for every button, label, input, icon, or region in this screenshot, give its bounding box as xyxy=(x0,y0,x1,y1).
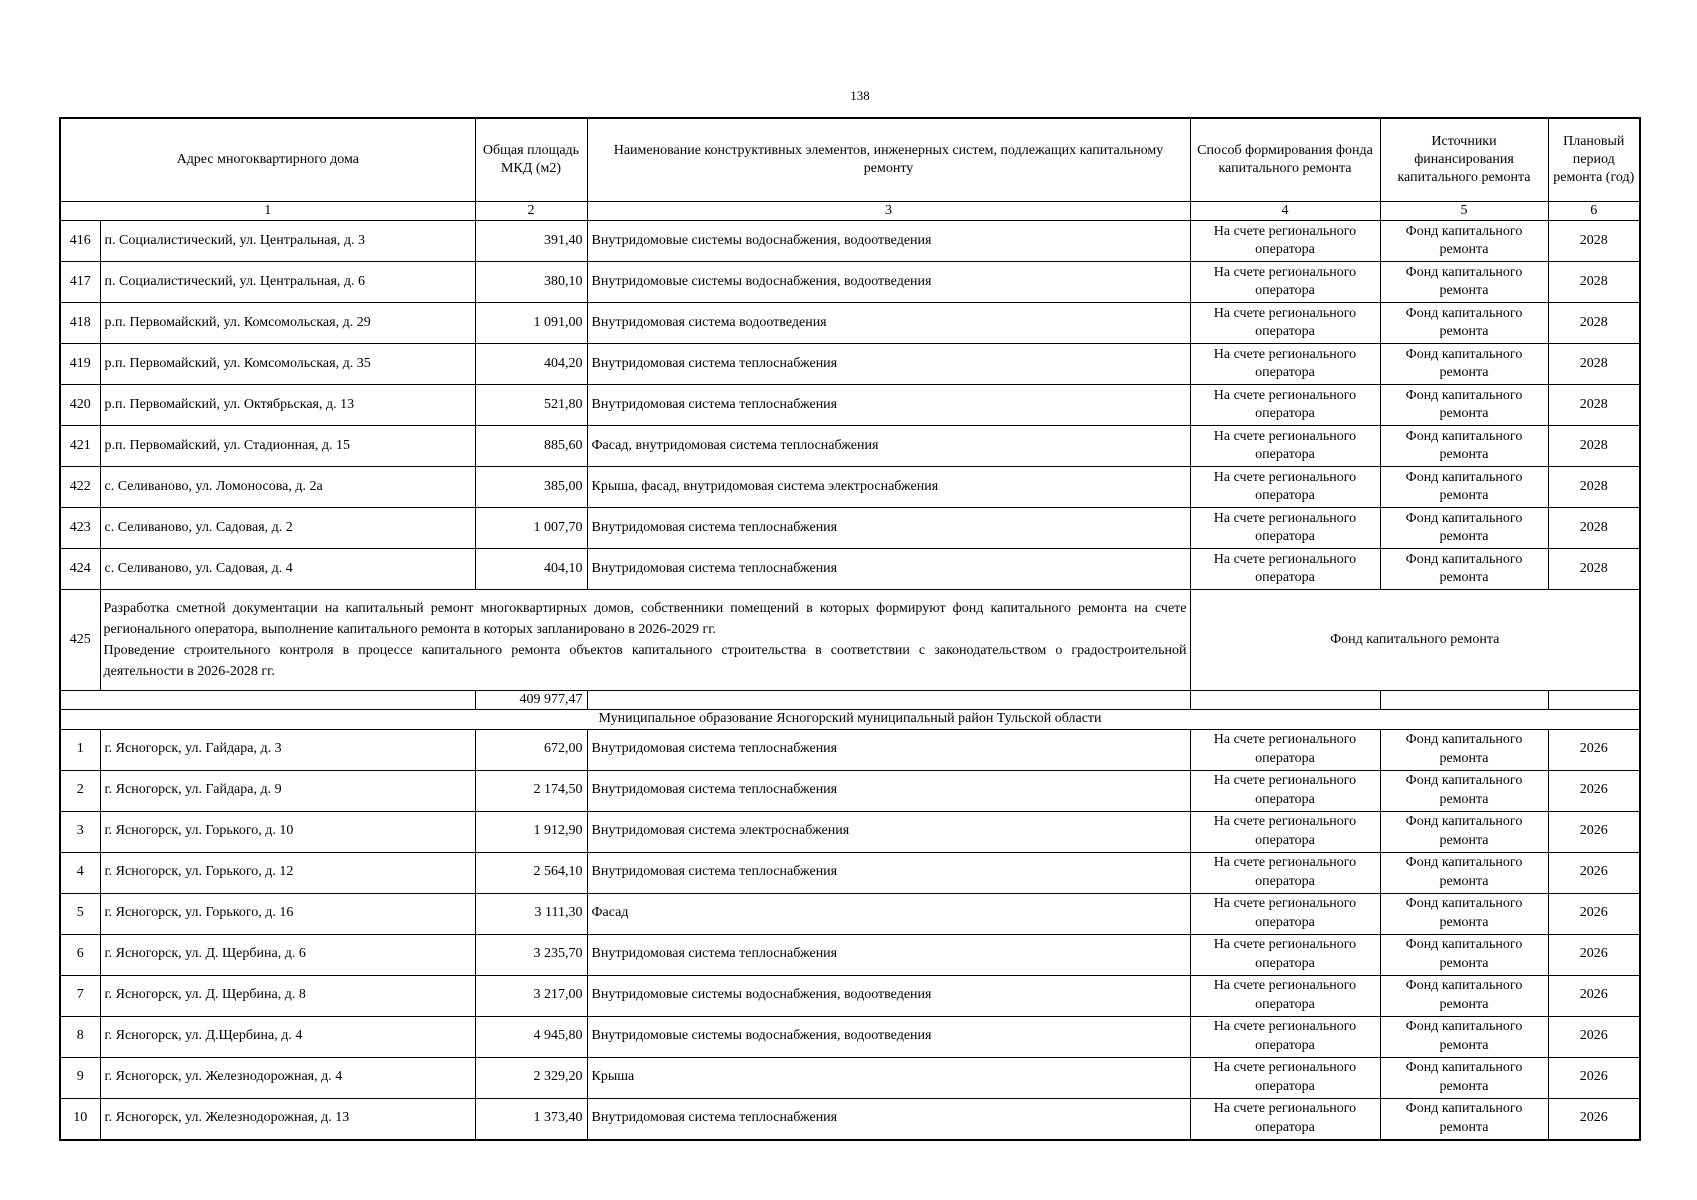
row-address: г. Ясногорск, ул. Д.Щербина, д. 4 xyxy=(100,1016,475,1057)
row-area: 385,00 xyxy=(475,467,587,508)
section-title: Муниципальное образование Ясногорский муниципальный район Тульской области xyxy=(60,710,1640,729)
special-and-total-group xyxy=(60,590,1640,729)
table-row xyxy=(60,811,1640,852)
row-work: Внутридомовая система теплоснабжения xyxy=(587,852,1190,893)
row-address: г. Ясногорск, ул. Горького, д. 16 xyxy=(100,893,475,934)
row-area: 885,60 xyxy=(475,426,587,467)
special-source: Фонд капитального ремонта xyxy=(1190,590,1640,691)
row-area: 3 235,70 xyxy=(475,934,587,975)
total-row xyxy=(60,691,1640,710)
row-method: На счете регионального оператора xyxy=(1190,729,1380,770)
row-address: г. Ясногорск, ул. Гайдара, д. 3 xyxy=(100,729,475,770)
row-method: На счете регионального оператора xyxy=(1190,852,1380,893)
table-header-row xyxy=(60,118,1640,202)
row-year: 2028 xyxy=(1548,303,1640,344)
row-year: 2028 xyxy=(1548,385,1640,426)
row-work: Фасад xyxy=(587,893,1190,934)
table-row xyxy=(60,1016,1640,1057)
row-year: 2026 xyxy=(1548,1057,1640,1098)
column-number: 4 xyxy=(1190,202,1380,221)
row-method: На счете регионального оператора xyxy=(1190,385,1380,426)
row-work: Внутридомовая система водоотведения xyxy=(587,303,1190,344)
row-number: 421 xyxy=(60,426,100,467)
table-row xyxy=(60,467,1640,508)
row-number: 420 xyxy=(60,385,100,426)
row-number: 8 xyxy=(60,1016,100,1057)
row-work: Крыша, фасад, внутридомовая система электроснабжения xyxy=(587,467,1190,508)
row-source: Фонд капитального ремонта xyxy=(1380,1016,1548,1057)
table-row xyxy=(60,934,1640,975)
row-method: На счете регионального оператора xyxy=(1190,811,1380,852)
row-source: Фонд капитального ремонта xyxy=(1380,1098,1548,1140)
row-method: На счете регионального оператора xyxy=(1190,344,1380,385)
row-number: 422 xyxy=(60,467,100,508)
table-row xyxy=(60,303,1640,344)
special-description-part-1: Разработка сметной документации на капитальный ремонт многоквартирных домов, собственники помещений в которых формируют фонд капитального ремонта на счете регионального оператора, выполнение капитального ремонта в которых запланировано в 2026-2029 гг. xyxy=(103,601,1187,638)
column-number: 2 xyxy=(475,202,587,221)
table-row xyxy=(60,770,1640,811)
row-method: На счете регионального оператора xyxy=(1190,221,1380,262)
row-source: Фонд капитального ремонта xyxy=(1380,893,1548,934)
page-number: 138 xyxy=(850,88,870,103)
row-method: На счете регионального оператора xyxy=(1190,1098,1380,1140)
row-work: Внутридомовая система теплоснабжения xyxy=(587,549,1190,590)
table-row xyxy=(60,344,1640,385)
row-method: На счете регионального оператора xyxy=(1190,508,1380,549)
row-address: г. Ясногорск, ул. Д. Щербина, д. 8 xyxy=(100,975,475,1016)
row-address: г. Ясногорск, ул. Железнодорожная, д. 4 xyxy=(100,1057,475,1098)
row-number: 425 xyxy=(60,590,100,691)
row-number: 416 xyxy=(60,221,100,262)
row-address: п. Социалистический, ул. Центральная, д. 6 xyxy=(100,262,475,303)
special-description-part-2: Проведение строительного контроля в процессе капитального ремонта объектов капитального строительства в соответствии с законодательством о градостроительной деятельности в 2026-2028 гг. xyxy=(103,643,1187,680)
repair-plan-table xyxy=(59,117,1641,1141)
table-row xyxy=(60,975,1640,1016)
row-area: 2 329,20 xyxy=(475,1057,587,1098)
row-year: 2026 xyxy=(1548,893,1640,934)
row-method: На счете регионального оператора xyxy=(1190,934,1380,975)
row-year: 2028 xyxy=(1548,508,1640,549)
row-year: 2026 xyxy=(1548,1016,1640,1057)
row-area: 380,10 xyxy=(475,262,587,303)
row-work: Внутридомовая система электроснабжения xyxy=(587,811,1190,852)
section-title-row xyxy=(60,710,1640,729)
row-address: р.п. Первомайский, ул. Комсомольская, д. 35 xyxy=(100,344,475,385)
row-area: 1 007,70 xyxy=(475,508,587,549)
row-area: 3 217,00 xyxy=(475,975,587,1016)
row-year: 2028 xyxy=(1548,262,1640,303)
row-work: Внутридомовая система теплоснабжения xyxy=(587,934,1190,975)
header-address: Адрес многоквартирного дома xyxy=(60,118,475,202)
rows-group-b xyxy=(60,729,1640,1140)
header-elements: Наименование конструктивных элементов, инженерных систем, подлежащих капитальному ремонту xyxy=(587,118,1190,202)
column-number: 1 xyxy=(60,202,475,221)
row-area: 1 912,90 xyxy=(475,811,587,852)
row-method: На счете регионального оператора xyxy=(1190,303,1380,344)
row-area: 4 945,80 xyxy=(475,1016,587,1057)
row-work: Внутридомовые системы водоснабжения, водоотведения xyxy=(587,262,1190,303)
row-work: Внутридомовая система теплоснабжения xyxy=(587,729,1190,770)
row-source: Фонд капитального ремонта xyxy=(1380,934,1548,975)
row-source: Фонд капитального ремонта xyxy=(1380,852,1548,893)
row-year: 2026 xyxy=(1548,1098,1640,1140)
row-number: 423 xyxy=(60,508,100,549)
row-area: 521,80 xyxy=(475,385,587,426)
row-number: 10 xyxy=(60,1098,100,1140)
row-address: с. Селиваново, ул. Садовая, д. 4 xyxy=(100,549,475,590)
row-work: Внутридомовые системы водоснабжения, водоотведения xyxy=(587,1016,1190,1057)
row-area: 404,10 xyxy=(475,549,587,590)
header-sources: Источники финансирования капитального ремонта xyxy=(1380,118,1548,202)
row-work: Внутридомовые системы водоснабжения, водоотведения xyxy=(587,221,1190,262)
row-method: На счете регионального оператора xyxy=(1190,975,1380,1016)
row-area: 391,40 xyxy=(475,221,587,262)
row-year: 2026 xyxy=(1548,729,1640,770)
row-address: г. Ясногорск, ул. Д. Щербина, д. 6 xyxy=(100,934,475,975)
row-area: 2 564,10 xyxy=(475,852,587,893)
row-number: 424 xyxy=(60,549,100,590)
table-row xyxy=(60,508,1640,549)
row-method: На счете регионального оператора xyxy=(1190,467,1380,508)
row-source: Фонд капитального ремонта xyxy=(1380,467,1548,508)
row-number: 418 xyxy=(60,303,100,344)
special-description xyxy=(100,590,1190,691)
row-source: Фонд капитального ремонта xyxy=(1380,770,1548,811)
row-year: 2026 xyxy=(1548,811,1640,852)
row-address: г. Ясногорск, ул. Горького, д. 10 xyxy=(100,811,475,852)
table-row xyxy=(60,549,1640,590)
table-row xyxy=(60,729,1640,770)
row-work: Внутридомовая система теплоснабжения xyxy=(587,508,1190,549)
row-work: Внутридомовая система теплоснабжения xyxy=(587,770,1190,811)
header-area: Общая площадь МКД (м2) xyxy=(475,118,587,202)
row-address: п. Социалистический, ул. Центральная, д. 3 xyxy=(100,221,475,262)
row-method: На счете регионального оператора xyxy=(1190,1057,1380,1098)
row-source: Фонд капитального ремонта xyxy=(1380,385,1548,426)
row-area: 3 111,30 xyxy=(475,893,587,934)
row-year: 2028 xyxy=(1548,549,1640,590)
row-work: Крыша xyxy=(587,1057,1190,1098)
table-row xyxy=(60,262,1640,303)
column-number-row xyxy=(60,202,1640,221)
row-source: Фонд капитального ремонта xyxy=(1380,344,1548,385)
row-work: Внутридомовые системы водоснабжения, водоотведения xyxy=(587,975,1190,1016)
row-number: 4 xyxy=(60,852,100,893)
row-area: 1 091,00 xyxy=(475,303,587,344)
row-year: 2028 xyxy=(1548,467,1640,508)
table-row xyxy=(60,1057,1640,1098)
row-address: г. Ясногорск, ул. Гайдара, д. 9 xyxy=(100,770,475,811)
row-work: Внутридомовая система теплоснабжения xyxy=(587,385,1190,426)
row-method: На счете регионального оператора xyxy=(1190,770,1380,811)
row-address: с. Селиваново, ул. Ломоносова, д. 2а xyxy=(100,467,475,508)
row-year: 2026 xyxy=(1548,852,1640,893)
row-source: Фонд капитального ремонта xyxy=(1380,975,1548,1016)
row-number: 2 xyxy=(60,770,100,811)
row-year: 2028 xyxy=(1548,221,1640,262)
row-number: 1 xyxy=(60,729,100,770)
row-source: Фонд капитального ремонта xyxy=(1380,426,1548,467)
row-source: Фонд капитального ремонта xyxy=(1380,811,1548,852)
row-area: 404,20 xyxy=(475,344,587,385)
row-address: р.п. Первомайский, ул. Комсомольская, д. 29 xyxy=(100,303,475,344)
row-address: г. Ясногорск, ул. Железнодорожная, д. 13 xyxy=(100,1098,475,1140)
row-area: 2 174,50 xyxy=(475,770,587,811)
row-year: 2028 xyxy=(1548,344,1640,385)
row-number: 7 xyxy=(60,975,100,1016)
rows-group-a xyxy=(60,221,1640,590)
table-row xyxy=(60,1098,1640,1140)
table-row xyxy=(60,385,1640,426)
row-number: 9 xyxy=(60,1057,100,1098)
row-source: Фонд капитального ремонта xyxy=(1380,303,1548,344)
row-number: 6 xyxy=(60,934,100,975)
row-address: с. Селиваново, ул. Садовая, д. 2 xyxy=(100,508,475,549)
table-row xyxy=(60,426,1640,467)
row-address: г. Ясногорск, ул. Горького, д. 12 xyxy=(100,852,475,893)
row-source: Фонд капитального ремонта xyxy=(1380,262,1548,303)
row-address: р.п. Первомайский, ул. Стадионная, д. 15 xyxy=(100,426,475,467)
column-number: 5 xyxy=(1380,202,1548,221)
row-method: На счете регионального оператора xyxy=(1190,549,1380,590)
header-method: Способ формирования фонда капитального ремонта xyxy=(1190,118,1380,202)
row-number: 417 xyxy=(60,262,100,303)
row-method: На счете регионального оператора xyxy=(1190,893,1380,934)
table-row xyxy=(60,893,1640,934)
row-method: На счете регионального оператора xyxy=(1190,262,1380,303)
row-number: 5 xyxy=(60,893,100,934)
total-area: 409 977,47 xyxy=(475,691,587,710)
row-address: р.п. Первомайский, ул. Октябрьская, д. 13 xyxy=(100,385,475,426)
row-method: На счете регионального оператора xyxy=(1190,426,1380,467)
row-year: 2026 xyxy=(1548,770,1640,811)
row-number: 419 xyxy=(60,344,100,385)
row-year: 2026 xyxy=(1548,934,1640,975)
row-source: Фонд капитального ремонта xyxy=(1380,221,1548,262)
row-year: 2026 xyxy=(1548,975,1640,1016)
row-source: Фонд капитального ремонта xyxy=(1380,549,1548,590)
table-row xyxy=(60,852,1640,893)
row-source: Фонд капитального ремонта xyxy=(1380,508,1548,549)
row-area: 672,00 xyxy=(475,729,587,770)
row-work: Внутридомовая система теплоснабжения xyxy=(587,1098,1190,1140)
row-source: Фонд капитального ремонта xyxy=(1380,1057,1548,1098)
row-method: На счете регионального оператора xyxy=(1190,1016,1380,1057)
column-number: 3 xyxy=(587,202,1190,221)
header-period: Плановый период ремонта (год) xyxy=(1548,118,1640,202)
row-work: Внутридомовая система теплоснабжения xyxy=(587,344,1190,385)
row-year: 2028 xyxy=(1548,426,1640,467)
row-number: 3 xyxy=(60,811,100,852)
row-source: Фонд капитального ремонта xyxy=(1380,729,1548,770)
row-work: Фасад, внутридомовая система теплоснабжения xyxy=(587,426,1190,467)
row-area: 1 373,40 xyxy=(475,1098,587,1140)
table-row xyxy=(60,221,1640,262)
column-number: 6 xyxy=(1548,202,1640,221)
table-row-special xyxy=(60,590,1640,691)
